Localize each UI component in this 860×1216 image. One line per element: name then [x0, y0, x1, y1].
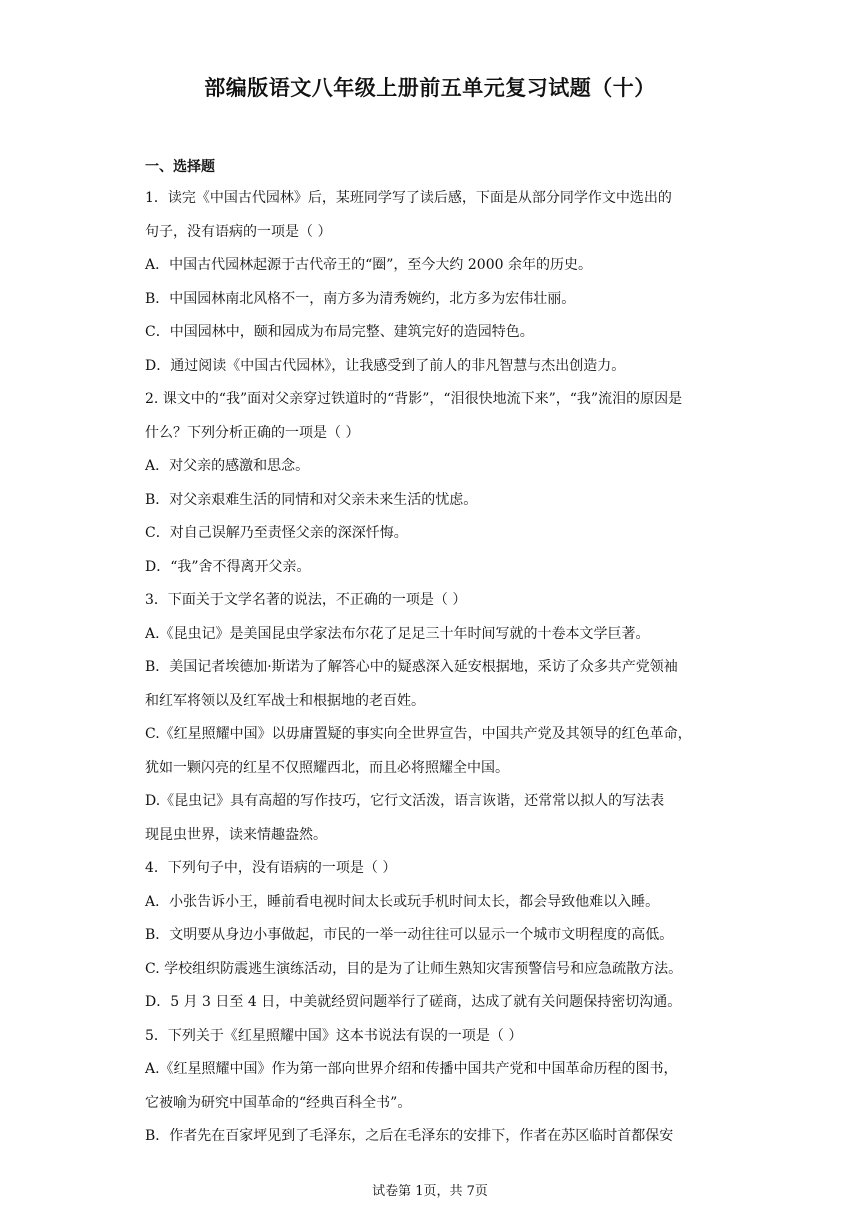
- text-line: A．小张告诉小王，睡前看电视时间太长或玩手机时间太长，都会导致他难以入睡。: [145, 893, 660, 910]
- question-lines: [145, 182, 725, 1154]
- text-line: 1．读完《中国古代园林》后，某班同学写了读后感，下面是从部分同学作文中选出的: [145, 190, 672, 206]
- document-body: [145, 152, 725, 1154]
- text-line: 3．下面关于文学名著的说法，不正确的一项是（ ）: [145, 592, 467, 608]
- text-line: 什么？下列分析正确的一项是（ ）: [145, 424, 360, 441]
- text-line: D．5 月 3 日至 4 日，中美就经贸问题举行了磋商，达成了就有关问题保持密切沟通。: [145, 994, 682, 1010]
- text-line: A．对父亲的感激和思念。: [145, 458, 310, 474]
- section-heading: 一、选择题: [145, 159, 215, 175]
- text-line: D.《昆虫记》具有高超的写作技巧，它行文活泼，语言诙谐，还常常以拟人的写法表: [145, 793, 665, 809]
- text-line: D．通过阅读《中国古代园林》，让我感受到了前人的非凡智慧与杰出创造力。: [145, 357, 626, 374]
- text-line: 5．下列关于《红星照耀中国》这本书说法有误的一项是（ ）: [145, 1027, 523, 1044]
- text-line: D．“我”舍不得离开父亲。: [145, 558, 311, 575]
- text-line: 句子，没有语病的一项是（ ）: [145, 223, 332, 240]
- text-line: 它被喻为研究中国革命的“经典百科全书”。: [145, 1094, 412, 1111]
- text-line: B．中国园林南北风格不一，南方多为清秀婉约，北方多为宏伟壮丽。: [145, 290, 576, 307]
- text-line: C.《红星照耀中国》以毋庸置疑的事实向全世界宣告，中国共产党及其领导的红色革命，: [145, 726, 692, 742]
- text-line: 犹如一颗闪亮的红星不仅照耀西北，而且必将照耀全中国。: [145, 759, 509, 776]
- document-title: 部编版语文八年级上册前五单元复习试题（十）: [204, 76, 656, 100]
- text-line: A.《昆虫记》是美国昆虫学家法布尔花了足足三十年时间写就的十卷本文学巨著。: [145, 625, 650, 642]
- text-line: B．文明要从身边小事做起，市民的一举一动往往可以显示一个城市文明程度的高低。: [145, 927, 674, 943]
- text-line: B．对父亲艰难生活的同情和对父亲未来生活的忧虑。: [145, 491, 478, 508]
- text-line: A．中国古代园林起源于古代帝王的“圈”，至今大约 2000 余年的历史。: [145, 257, 592, 273]
- text-line: C. 学校组织防震逃生演练活动，目的是为了让师生熟知灾害预警信号和应急疏散方法。: [145, 960, 683, 977]
- text-line: 2. 课文中的“我”面对父亲穿过铁道时的“背影”，“泪很快地流下来”，“我”流泪的原因是: [145, 391, 683, 407]
- page-footer: 试卷第 1页，共 7页: [372, 1184, 488, 1199]
- text-line: C．中国园林中，颐和园成为布局完整、建筑完好的造园特色。: [145, 324, 534, 340]
- text-line: 现昆虫世界，读来情趣盎然。: [145, 826, 327, 843]
- text-line: A.《红星照耀中国》作为第一部向世界介绍和传播中国共产党和中国革命历程的图书，: [145, 1061, 678, 1077]
- text-line: B．作者先在百家坪见到了毛泽东，之后在毛泽东的安排下，作者在苏区临时首都保安: [145, 1128, 674, 1144]
- text-line: 4．下列句子中，没有语病的一项是（ ）: [145, 860, 397, 876]
- text-line: C．对自己误解乃至责怪父亲的深深忏悔。: [145, 525, 408, 541]
- text-line: 和红军将领以及红军战士和根据地的老百姓。: [145, 692, 425, 709]
- text-line: B．美国记者埃德加·斯诺为了解答心中的疑惑深入延安根据地，采访了众多共产党领袖: [145, 659, 678, 675]
